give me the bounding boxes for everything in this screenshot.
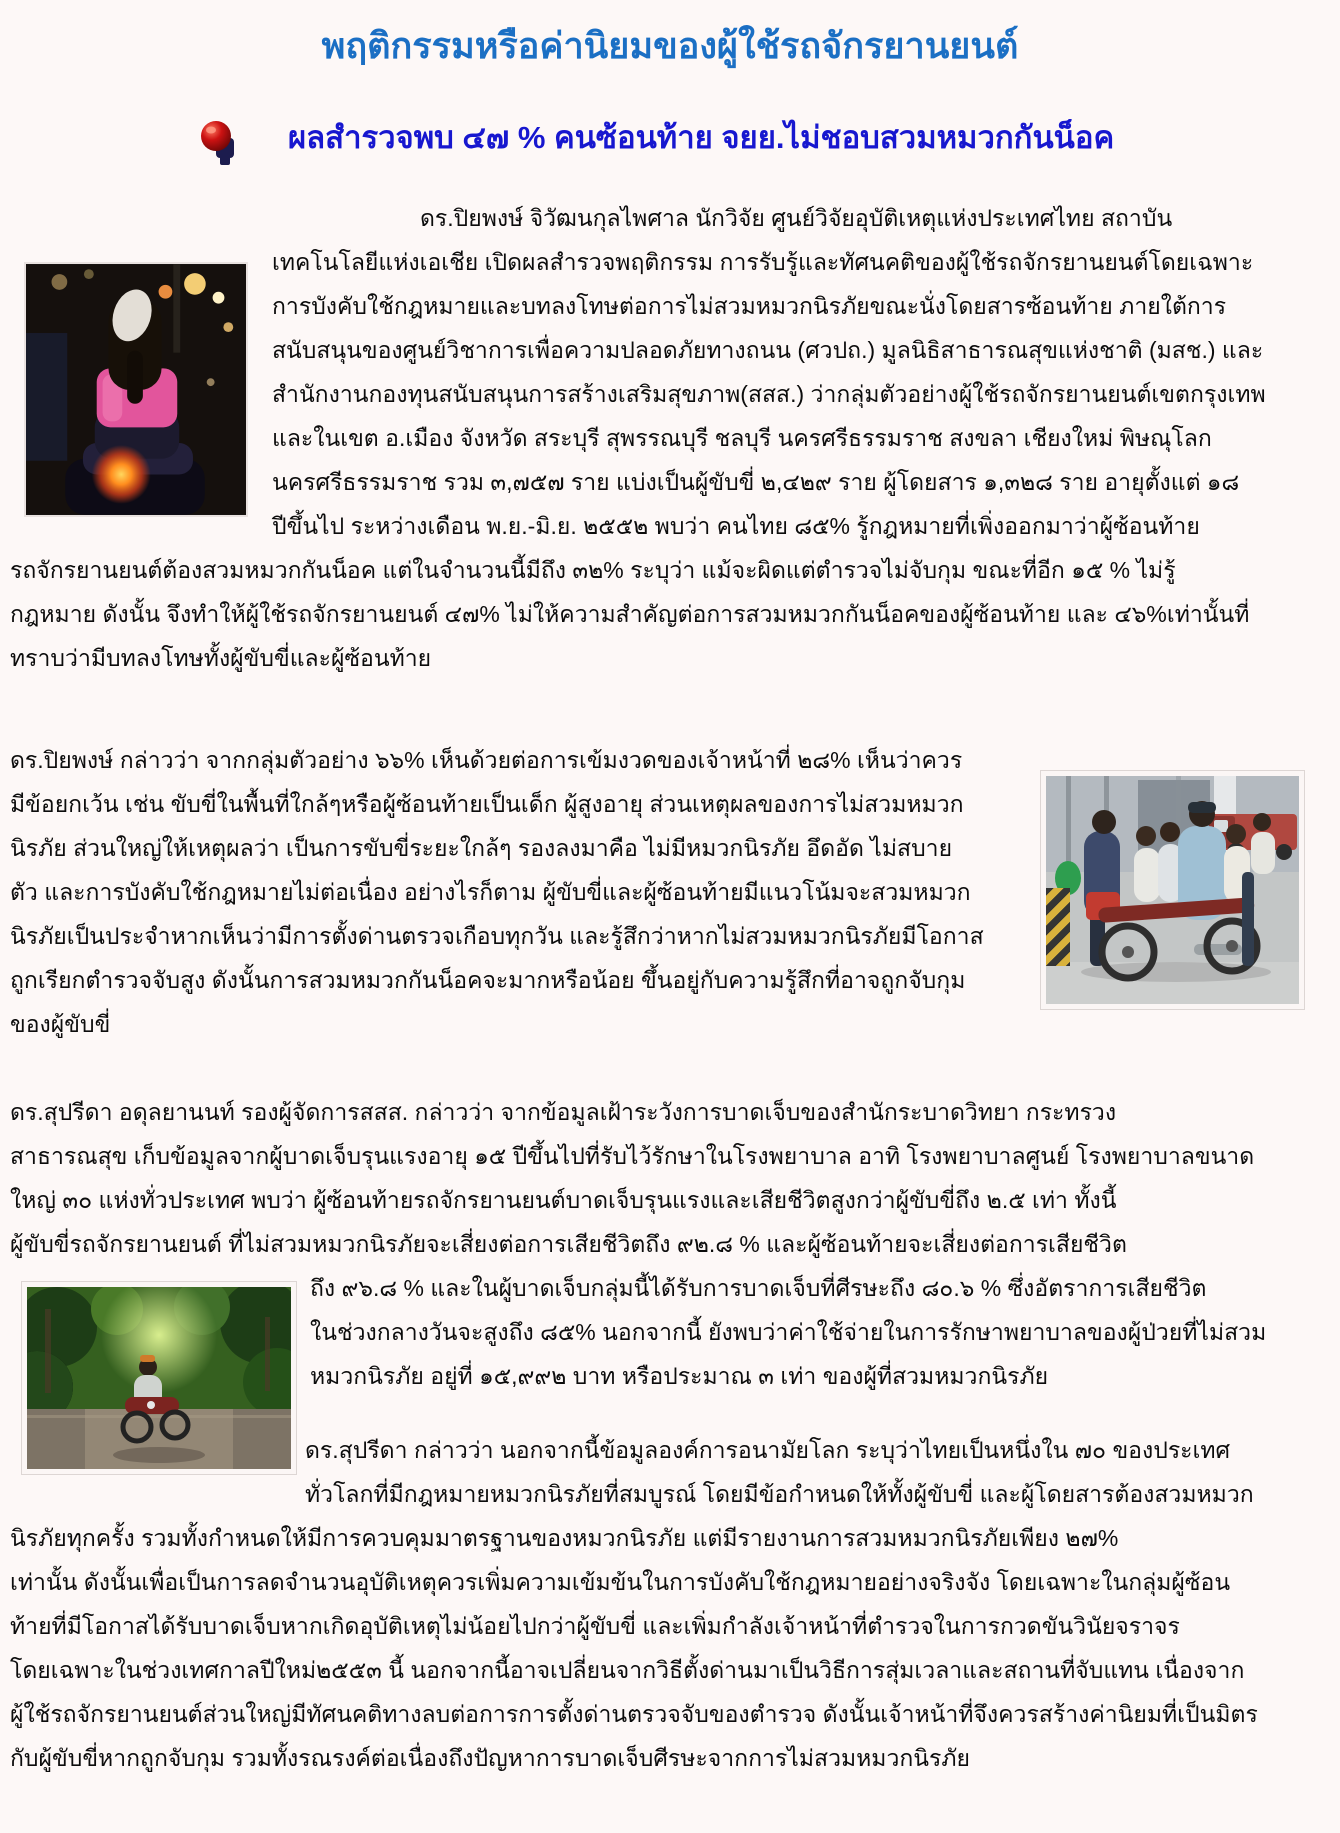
night-photo-graphic [26,264,246,515]
text-line: ถึง ๙๖.๘ % และในผู้บาดเจ็บกลุ่มนี้ได้รับการบาดเจ็บที่ศีรษะถึง ๘๐.๖ % ซึ่งอัตราการเสียชีวิต [310,1275,1207,1301]
text-line: ผู้ขับขี่รถจักรยานยนต์ ที่ไม่สวมหมวกนิรภัยจะเสี่ยงต่อการเสียชีวิตถึง ๙๒.๘ % และผู้ซ้อนท้ายจะเสี่ยงต่อการเสียชีวิต [10,1231,1127,1257]
text-line: เทคโนโลยีแห่งเอเชีย เปิดผลสำรวจพฤติกรรม การรับรู้และทัศนคติของผู้ใช้รถจักรยานยนต์โดยเฉพาะ [272,249,1254,275]
text-line: ปีขึ้นไป ระหว่างเดือน พ.ย.-มิ.ย. ๒๕๕๒ พบว่า คนไทย ๘๕% รู้กฎหมายที่เพิ่งออกมาว่าผู้ซ้อนท้าย [272,513,1200,539]
headline-text: ผลสำรวจพบ ๔๗ % คนซ้อนท้าย จยย.ไม่ชอบสวมหมวกกันน็อค [288,120,1115,155]
text-line: เท่านั้น ดังนั้นเพื่อเป็นการลดจำนวนอุบัติเหตุควรเพิ่มความเข้มข้นในการบังคับใช้กฎหมายอย่างจริงจัง โดยเฉพาะในกลุ่มผู้ซ้อน [10,1569,1231,1595]
text-line: กับผู้ขับขี่หากถูกจับกุม รวมทั้งรณรงค์ต่อเนื่องถึงปัญหาการบาดเจ็บศีรษะจากการไม่สวมหมวกนิรภัย [10,1745,971,1771]
text-line: โดยเฉพาะในช่วงเทศกาลปีใหม่๒๕๕๓ นี้ นอกจากนี้อาจเปลี่ยนจากวิธีตั้งด่านมาเป็นวิธีการสุ่มเวลาและสถานที่จับแทน เนื่องจาก [10,1657,1245,1683]
text-line: สาธารณสุข เก็บข้อมูลจากผู้บาดเจ็บรุนแรงอายุ ๑๕ ปีขึ้นไปที่รับไว้รักษาในโรงพยาบาล อาทิ โรงพยาบาลศูนย์ โรงพยาบาลขนาด [10,1143,1255,1169]
text-line: รถจักรยานยนต์ต้องสวมหมวกกันน็อค แต่ในจำนวนนี้มีถึง ๓๒% ระบุว่า แม้จะผิดแต่ตำรวจไม่จับกุม ขณะที่อีก ๑๕ % ไม่รู้ [10,557,1176,583]
family-photo-graphic [1046,776,1299,1004]
text-line: ของผู้ขับขี่ [10,1011,111,1037]
text-line: ถูกเรียกตำรวจจับสูง ดังนั้นการสวมหมวกกันน็อคจะมากหรือน้อย ขึ้นอยู่กับความรู้สึกที่อาจถูกจับกุม [10,967,966,993]
text-line: มีข้อยกเว้น เช่น ขับขี่ในพื้นที่ใกล้ๆหรือผู้ซ้อนท้ายเป็นเด็ก ผู้สูงอายุ ส่วนเหตุผลของการไม่สวมหมวก [10,791,964,817]
text-line: นิรภัยทุกครั้ง รวมทั้งกำหนดให้มีการควบคุมมาตรฐานของหมวกนิรภัย แต่มีรายงานการสวมหมวกนิรภัยเพียง ๒๗% [10,1525,1119,1551]
text-line: นิรภัย ส่วนใหญ่ให้เหตุผลว่า เป็นการขับขี่ระยะใกล้ๆ รองลงมาคือ ไม่มีหมวกนิรภัย อึดอัด ไม่สบาย [10,835,953,861]
text-line: การบังคับใช้กฎหมายและบทลงโทษต่อการไม่สวมหมวกนิรภัยขณะนั่งโดยสารซ้อนท้าย ภายใต้การ [272,293,1227,319]
text-line: และในเขต อ.เมือง จังหวัด สระบุรี สุพรรณบุรี ชลบุรี นครศรีธรรมราช สงขลา เชียงใหม่ พิษณุโลก [272,425,1212,451]
text-line: ดร.ปิยพงษ์ กล่าวว่า จากกลุ่มตัวอย่าง ๖๖% เห็นด้วยต่อการเข้มงวดของเจ้าหน้าที่ ๒๘% เห็นว่าควร [10,747,963,773]
text-line: หมวกนิรภัย อยู่ที่ ๑๕,๙๙๒ บาท หรือประมาณ ๓ เท่า ของผู้ที่สวมหมวกนิรภัย [310,1363,1049,1389]
text-line: นิรภัยเป็นประจำหากเห็นว่ามีการตั้งด่านตรวจเกือบทุกวัน และรู้สึกว่าหากไม่สวมหมวกนิรภัยมีโอกาส [10,923,984,949]
text-line: สำนักงานกองทุนสนับสนุนการสร้างเสริมสุขภาพ(สสส.) ว่ากลุ่มตัวอย่างผู้ใช้รถจักรยานยนต์เขตกรุงเทพ [272,381,1266,407]
text-line: ในช่วงกลางวันจะสูงถึง ๘๕% นอกจากนี้ ยังพบว่าค่าใช้จ่ายในการรักษาพยาบาลของผู้ป่วยที่ไม่สวม [310,1319,1267,1345]
text-line: ดร.สุปรีดา กล่าวว่า นอกจากนี้ข้อมูลองค์การอนามัยโลก ระบุว่าไทยเป็นหนึ่งใน ๗๐ ของประเทศ [305,1437,1231,1463]
night-motorcycle-pillion-woman-photo [24,262,248,517]
text-line: ทราบว่ามีบทลงโทษทั้งผู้ขับขี่และผู้ซ้อนท้าย [10,645,432,671]
text-line: กฎหมาย ดังนั้น จึงทำให้ผู้ใช้รถจักรยานยนต์ ๔๗% ไม่ให้ความสำคัญต่อการสวมหมวกกันน็อคของผู้ซ้อนท้าย และ ๔๖%เท่านั้นที่ [10,601,1250,627]
text-line: ใหญ่ ๓๐ แห่งทั่วประเทศ พบว่า ผู้ซ้อนท้ายรถจักรยานยนต์บาดเจ็บรุนแรงและเสียชีวิตสูงกว่าผู้ขับขี่ถึง ๒.๕ เท่า ทั้งนี้ [10,1187,1117,1213]
page-title: พฤติกรรมหรือค่านิยมของผู้ใช้รถจักรยานยนต์ [321,25,1019,66]
text-line: นครศรีธรรมราช รวม ๓,๗๕๗ ราย แบ่งเป็นผู้ขับขี่ ๒,๔๒๙ ราย ผู้โดยสาร ๑,๓๒๘ ราย อายุตั้งแต่ ๑๘ [272,469,1240,495]
text-line: ดร.สุปรีดา อดุลยานนท์ รองผู้จัดการสสส. กล่าวว่า จากข้อมูลเฝ้าระวังการบาดเจ็บของสำนักระบาดวิทยา กระทรวง [10,1099,1117,1125]
text-line: ตัว และการบังคับใช้กฎหมายไม่ต่อเนื่อง อย่างไรก็ตาม ผู้ขับขี่และผู้ซ้อนท้ายมีแนวโน้มจะสวมหมวก [10,879,971,905]
text-line: ท้ายที่มีโอกาสได้รับบาดเจ็บหากเกิดอุบัติเหตุไม่น้อยไปกว่าผู้ขับขี่ และเพิ่มกำลังเจ้าหน้าที่ตำรวจในการกวดขันวินัยจราจร [10,1613,1180,1639]
red-ball-bullet-icon [200,114,238,168]
text-line: ทั่วโลกที่มีกฎหมายหมวกนิรภัยที่สมบูรณ์ โดยมีข้อกำหนดให้ทั้งผู้ขับขี่ และผู้โดยสารต้องสวมหมวก [305,1481,1254,1507]
paragraph-4 [10,1428,1334,1780]
family-overloaded-motorcycle-photo [1041,771,1304,1009]
text-line: ผู้ใช้รถจักรยานยนต์ส่วนใหญ่มีทัศนคติทางลบต่อการการตั้งด่านตรวจจับของตำรวจ ดังนั้นเจ้าหน้าที่จึงควรสร้างค่านิยมที่เป็นมิตร [10,1701,1258,1727]
text-line: ดร.ปิยพงษ์ จิวัฒนกุลไพศาล นักวิจัย ศูนย์วิจัยอุบัติเหตุแห่งประเทศไทย สถาบัน [420,205,1173,231]
text-line: สนับสนุนของศูนย์วิชาการเพื่อความปลอดภัยทางถนน (ศวปถ.) มูลนิธิสาธารณสุขแห่งชาติ (มสช.) และ [272,337,1264,363]
